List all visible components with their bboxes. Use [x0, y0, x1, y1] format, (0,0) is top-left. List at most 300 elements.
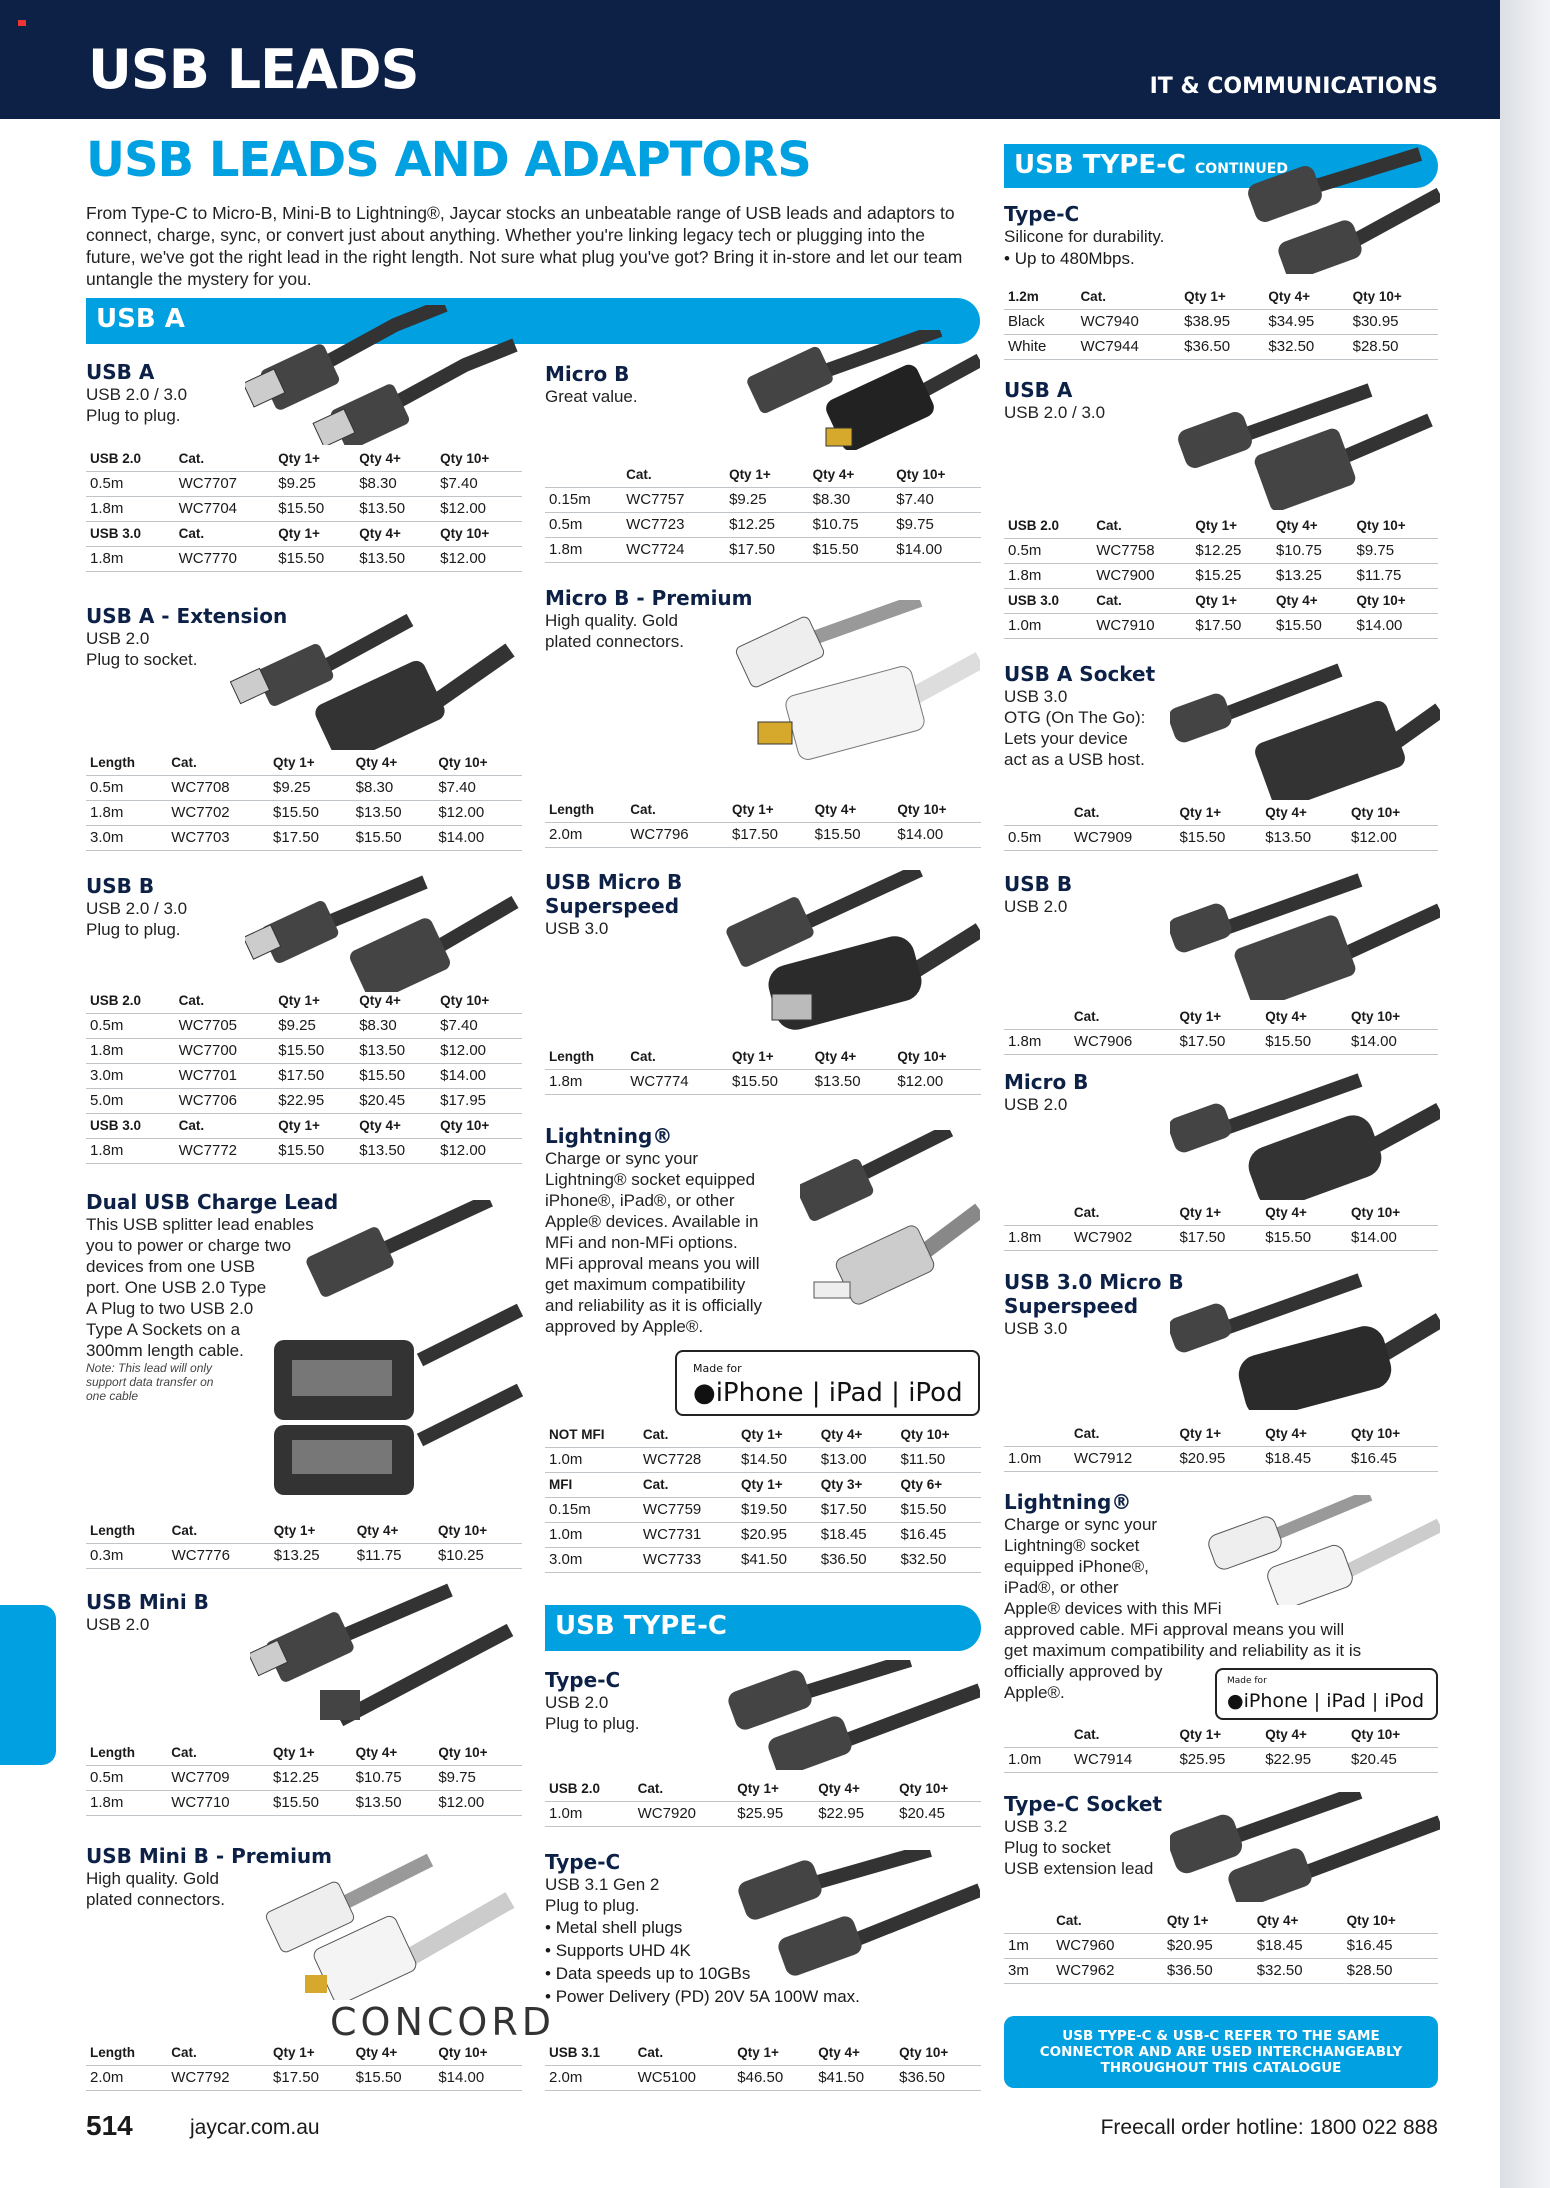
table-cell: $36.50 — [817, 1547, 897, 1572]
table-row — [1004, 1004, 1438, 1029]
table-cell: Qty 4+ — [1272, 513, 1353, 538]
table-cell: 1.8m — [86, 1038, 175, 1063]
table-cell: Cat. — [634, 1776, 734, 1801]
table-cell: Qty 1+ — [733, 1776, 814, 1801]
table-cell: Qty 4+ — [353, 1518, 434, 1543]
table-cell: $15.50 — [352, 2065, 435, 2090]
table-row — [1004, 588, 1438, 613]
price-table — [86, 988, 522, 1164]
mfi-badge: Made for ●iPhone | iPad | iPod — [1215, 1668, 1438, 1720]
table-cell: $15.50 — [1261, 1225, 1347, 1250]
usb-mini-b-image — [250, 1580, 525, 1730]
table-row — [1004, 1446, 1438, 1471]
table-cell: 1.8m — [86, 1138, 175, 1163]
table-cell: $12.00 — [436, 546, 522, 571]
table-cell: WC7733 — [639, 1547, 737, 1572]
r-usb-b-image — [1170, 870, 1440, 1000]
table-cell — [1004, 1908, 1052, 1933]
table-cell: 3.0m — [86, 1063, 175, 1088]
table-cell: $12.00 — [434, 800, 522, 825]
lightning-cable-image — [800, 1130, 980, 1330]
table-cell: $30.95 — [1349, 309, 1438, 334]
bullet-item: • Data speeds up to 10GBs — [545, 1962, 985, 1985]
table-cell: $8.30 — [809, 487, 893, 512]
table-cell: Qty 10+ — [1353, 588, 1438, 613]
table-cell: $32.50 — [1253, 1958, 1343, 1983]
table-cell: 1.8m — [86, 496, 175, 521]
product-type-c-silicone: Type-C Silicone for durability. • Up to 480Mbps. — [1004, 202, 1164, 270]
table-cell: $15.50 — [355, 1063, 436, 1088]
dual-usb-lead-image — [270, 1200, 525, 1500]
type-c-footnote: USB TYPE-C & USB-C REFER TO THE SAME CONNECTOR AND ARE USED INTERCHANGEABLY THROUGHOUT THIS CATALOGUE — [1004, 2016, 1438, 2088]
price-table — [86, 446, 522, 572]
table-cell: WC7792 — [167, 2065, 269, 2090]
table-cell: 1.0m — [1004, 1747, 1070, 1772]
table-cell: Qty 1+ — [274, 1113, 355, 1138]
table-cell: 3.0m — [86, 825, 167, 850]
bullet-item: • Metal shell plugs — [545, 1916, 985, 1939]
price-table — [1004, 1421, 1438, 1472]
table-cell: Qty 1+ — [1175, 1004, 1261, 1029]
table-cell: Qty 1+ — [1191, 588, 1272, 613]
price-table — [1004, 513, 1438, 639]
intro-text: From Type-C to Micro-B, Mini-B to Lightning®, Jaycar stocks an unbeatable range of USB leads and adaptors to connect, charge, sync, or convert just about anything. Whether you're linking legacy tech or plugging into the future, we've got the right lead in the right length. Not sure what plug you've got? Bring it in-store and let our team untangle the mystery for you. — [86, 203, 963, 289]
table-cell: Qty 10+ — [1347, 1004, 1438, 1029]
product-usb-a-extension: USB A - Extension USB 2.0 Plug to socket. — [86, 604, 288, 669]
table-cell: 0.5m — [545, 512, 622, 537]
table-cell: 1.0m — [1004, 1446, 1070, 1471]
product-r-usb-b: USB B USB 2.0 — [1004, 872, 1073, 916]
table-cell: WC7708 — [167, 775, 269, 800]
table-cell: $7.40 — [436, 1013, 522, 1038]
table-cell: $7.40 — [892, 487, 981, 512]
table-row — [545, 2040, 981, 2065]
table-cell: $14.50 — [737, 1447, 817, 1472]
table-row — [1004, 563, 1438, 588]
table-cell: Qty 4+ — [1261, 1421, 1347, 1446]
price-table — [545, 1044, 981, 1095]
site-url[interactable]: jaycar.com.au — [190, 2116, 320, 2139]
table-row — [86, 471, 522, 496]
table-cell: WC7703 — [167, 825, 269, 850]
table-cell: $13.25 — [270, 1543, 353, 1568]
table-cell: WC7706 — [175, 1088, 275, 1113]
table-cell: USB 2.0 — [86, 446, 175, 471]
table-cell: $22.95 — [274, 1088, 355, 1113]
product-dual-usb-charge-lead: Dual USB Charge Lead This USB splitter lead enables you to power or charge two devices from one USB port. One USB 2.0 Type A Plug to two USB 2.0 Type A Sockets on a 300mm length cable. Note: This lead will only support data transfer on one cable — [86, 1190, 339, 1403]
price-table — [1004, 284, 1438, 360]
table-cell: Qty 10+ — [1347, 1421, 1438, 1446]
table-cell: NOT MFI — [545, 1422, 639, 1447]
table-cell: Cat. — [626, 1044, 728, 1069]
r-lightning-image — [1200, 1495, 1440, 1605]
table-cell — [1004, 800, 1070, 825]
mfi-badge: Made for ●iPhone | iPad | iPod — [675, 1350, 980, 1416]
table-cell: Qty 10+ — [893, 797, 981, 822]
table-cell — [545, 462, 622, 487]
table-cell: $8.30 — [355, 1013, 436, 1038]
table-cell: USB 3.1 — [545, 2040, 634, 2065]
table-cell: Cat. — [1092, 588, 1191, 613]
table-cell: WC7731 — [639, 1522, 737, 1547]
table-cell: WC7700 — [175, 1038, 275, 1063]
table-cell: $36.50 — [895, 2065, 981, 2090]
table-row — [86, 1138, 522, 1163]
table-row — [1004, 284, 1438, 309]
micro-b-premium-image — [720, 600, 980, 760]
price-table — [86, 1740, 522, 1816]
table-cell: WC7705 — [175, 1013, 275, 1038]
table-cell: Qty 4+ — [1261, 800, 1347, 825]
table-cell: $13.50 — [355, 496, 436, 521]
product-r-usb-a: USB A USB 2.0 / 3.0 — [1004, 378, 1106, 422]
table-row — [1004, 309, 1438, 334]
table-cell: WC7900 — [1092, 563, 1191, 588]
table-cell: $10.25 — [434, 1543, 522, 1568]
table-row — [1004, 1933, 1438, 1958]
table-row — [545, 1447, 981, 1472]
table-cell: $14.00 — [434, 2065, 522, 2090]
table-cell: Qty 10+ — [1347, 800, 1438, 825]
table-cell: Cat. — [175, 988, 275, 1013]
table-row — [545, 1069, 981, 1094]
table-cell: WC7776 — [168, 1543, 270, 1568]
product-usb-3-micro-b-superspeed: USB 3.0 Micro B Superspeed USB 3.0 — [1004, 1270, 1184, 1338]
table-cell: Qty 10+ — [895, 2040, 981, 2065]
table-cell: $38.95 — [1180, 309, 1264, 334]
table-cell: Cat. — [175, 521, 275, 546]
table-cell: $13.25 — [1272, 563, 1353, 588]
table-cell: $16.45 — [1343, 1933, 1438, 1958]
table-cell: Cat. — [639, 1472, 737, 1497]
band-usb-a: USB A — [86, 298, 980, 344]
table-cell: Qty 4+ — [1261, 1722, 1347, 1747]
table-cell: Qty 4+ — [809, 462, 893, 487]
table-cell: 0.5m — [1004, 825, 1070, 850]
table-cell: USB 2.0 — [86, 988, 175, 1013]
type-c-socket-image — [1170, 1792, 1440, 1902]
table-cell: $20.45 — [355, 1088, 436, 1113]
table-cell: 1.8m — [545, 1069, 626, 1094]
table-cell: 1m — [1004, 1933, 1052, 1958]
table-cell: Cat. — [167, 2040, 269, 2065]
table-row — [86, 800, 522, 825]
table-row — [545, 537, 981, 562]
table-cell: $7.40 — [436, 471, 522, 496]
table-cell: Qty 10+ — [1347, 1722, 1438, 1747]
micro-b-superspeed-image — [700, 870, 980, 1030]
table-cell: WC7758 — [1092, 538, 1191, 563]
table-cell: Qty 4+ — [352, 2040, 435, 2065]
table-cell: Qty 1+ — [1175, 800, 1261, 825]
bullet-item: • Up to 480Mbps. — [1004, 247, 1164, 270]
table-cell: Qty 1+ — [1175, 1200, 1261, 1225]
table-cell: $13.00 — [817, 1447, 897, 1472]
table-cell: Qty 1+ — [728, 1044, 811, 1069]
table-cell: 2.0m — [545, 822, 626, 847]
table-cell: $25.95 — [1175, 1747, 1261, 1772]
table-cell: Qty 10+ — [436, 988, 522, 1013]
table-cell: 2.0m — [545, 2065, 634, 2090]
table-cell: WC7709 — [167, 1765, 269, 1790]
table-row — [1004, 1029, 1438, 1054]
usb-mini-b-premium-image — [250, 1850, 525, 2000]
table-cell: $22.95 — [1261, 1747, 1347, 1772]
table-row — [545, 797, 981, 822]
table-cell: $17.50 — [269, 825, 352, 850]
table-cell: WC7906 — [1070, 1029, 1176, 1054]
price-table — [86, 750, 522, 851]
table-cell: $15.50 — [728, 1069, 811, 1094]
table-cell: $13.50 — [355, 546, 436, 571]
table-cell: $16.45 — [896, 1522, 981, 1547]
table-cell: Qty 10+ — [1347, 1200, 1438, 1225]
table-cell: $13.50 — [352, 800, 435, 825]
table-cell: Cat. — [1070, 1200, 1176, 1225]
table-cell: WC7728 — [639, 1447, 737, 1472]
table-cell: $17.50 — [728, 822, 811, 847]
table-cell: $14.00 — [1347, 1029, 1438, 1054]
table-cell: Qty 10+ — [434, 750, 522, 775]
table-row — [545, 487, 981, 512]
table-cell: 1.0m — [1004, 613, 1092, 638]
table-cell: $28.50 — [1343, 1958, 1438, 1983]
table-cell: Qty 10+ — [1343, 1908, 1438, 1933]
table-cell: $15.50 — [274, 546, 355, 571]
table-cell: 0.3m — [86, 1543, 168, 1568]
apple-logo-icon: ● — [1227, 1690, 1244, 1712]
table-cell: Cat. — [1070, 1004, 1176, 1029]
table-cell: Qty 10+ — [436, 1113, 522, 1138]
table-cell: Qty 1+ — [733, 2040, 814, 2065]
table-cell: $7.40 — [434, 775, 522, 800]
table-cell: Qty 10+ — [1353, 513, 1438, 538]
product-usb-b: USB B USB 2.0 / 3.0 Plug to plug. — [86, 874, 188, 939]
table-cell: WC7702 — [167, 800, 269, 825]
table-cell: $32.50 — [1264, 334, 1348, 359]
product-type-c-usb31: Type-C USB 3.1 Gen 2 Plug to plug. • Metal shell plugs • Supports UHD 4K • Data speeds up to 10GBs • Power Delivery (PD) 20V 5A 100W max. — [545, 1850, 985, 2008]
table-cell: $15.50 — [269, 800, 352, 825]
r-micro-b-image — [1170, 1070, 1440, 1200]
r-usb-a-image — [1170, 380, 1440, 510]
table-row — [86, 2065, 522, 2090]
table-row — [1004, 1958, 1438, 1983]
table-cell: Qty 4+ — [1253, 1908, 1343, 1933]
table-cell: $15.50 — [274, 496, 355, 521]
table-cell: Qty 1+ — [1175, 1722, 1261, 1747]
table-cell: WC7710 — [167, 1790, 269, 1815]
table-cell — [1004, 1200, 1070, 1225]
table-cell: $13.50 — [355, 1138, 436, 1163]
table-cell: WC7724 — [622, 537, 725, 562]
table-cell: 1.8m — [86, 1790, 167, 1815]
table-cell: Cat. — [1076, 284, 1180, 309]
table-cell: Qty 4+ — [811, 1044, 894, 1069]
concord-logo: CONCORD — [330, 2000, 555, 2044]
table-cell: $12.25 — [725, 512, 809, 537]
table-row — [1004, 800, 1438, 825]
table-cell: Qty 1+ — [725, 462, 809, 487]
table-cell: $46.50 — [733, 2065, 814, 2090]
table-cell: $14.00 — [1353, 613, 1438, 638]
table-cell: Qty 4+ — [814, 2040, 895, 2065]
bullet-item: • Supports UHD 4K — [545, 1939, 985, 1962]
table-cell: Qty 1+ — [737, 1422, 817, 1447]
section-tab — [0, 1605, 56, 1765]
table-cell: $17.95 — [436, 1088, 522, 1113]
table-cell: WC7914 — [1070, 1747, 1176, 1772]
table-cell: Cat. — [175, 1113, 275, 1138]
table-cell: WC7796 — [626, 822, 728, 847]
product-micro-b-premium: Micro B - Premium High quality. Gold plated connectors. — [545, 586, 753, 651]
table-row — [86, 1038, 522, 1063]
table-cell: $9.25 — [269, 775, 352, 800]
table-row — [86, 1063, 522, 1088]
product-r-micro-b: Micro B USB 2.0 — [1004, 1070, 1089, 1114]
table-cell: 1.0m — [545, 1522, 639, 1547]
table-row — [86, 546, 522, 571]
table-cell: Qty 10+ — [434, 2040, 522, 2065]
table-cell: $14.00 — [892, 537, 981, 562]
table-cell: 1.8m — [1004, 1029, 1070, 1054]
table-cell: 1.8m — [1004, 1225, 1070, 1250]
usb-a-socket-image — [1170, 660, 1440, 800]
bullet-item: • Power Delivery (PD) 20V 5A 100W max. — [545, 1985, 985, 2008]
table-cell: Qty 10+ — [896, 1422, 981, 1447]
page-number: 514 — [86, 2110, 133, 2141]
table-cell: Cat. — [634, 2040, 734, 2065]
r-micro-b-30-image — [1170, 1270, 1440, 1410]
table-cell: $15.50 — [896, 1497, 981, 1522]
table-cell: $12.00 — [1347, 825, 1438, 850]
table-cell: Length — [86, 1740, 167, 1765]
table-cell: Qty 4+ — [355, 988, 436, 1013]
table-row — [86, 775, 522, 800]
table-row — [1004, 334, 1438, 359]
table-cell: Qty 4+ — [1264, 284, 1348, 309]
price-table — [545, 462, 981, 563]
table-cell: $17.50 — [274, 1063, 355, 1088]
table-cell: Qty 6+ — [896, 1472, 981, 1497]
menu-icon[interactable] — [18, 20, 26, 26]
table-cell: Cat. — [1070, 1421, 1176, 1446]
table-cell: Qty 1+ — [270, 1518, 353, 1543]
table-cell: $17.50 — [725, 537, 809, 562]
table-row — [86, 521, 522, 546]
table-row — [545, 1776, 981, 1801]
table-cell: USB 3.0 — [86, 1113, 175, 1138]
table-cell: Cat. — [1052, 1908, 1163, 1933]
product-type-c-usb2: Type-C USB 2.0 Plug to plug. — [545, 1668, 640, 1733]
table-cell — [1004, 1004, 1070, 1029]
table-cell: $9.75 — [434, 1765, 522, 1790]
table-cell: WC5100 — [634, 2065, 734, 2090]
table-cell: WC7940 — [1076, 309, 1180, 334]
table-row — [545, 1422, 981, 1447]
table-cell: $22.95 — [814, 1801, 895, 1826]
table-cell: $14.00 — [1347, 1225, 1438, 1250]
table-cell: Qty 4+ — [814, 1776, 895, 1801]
table-row — [86, 1013, 522, 1038]
table-cell: $18.45 — [1261, 1446, 1347, 1471]
table-cell — [1004, 1421, 1070, 1446]
price-table — [1004, 1722, 1438, 1773]
table-cell: 0.15m — [545, 1497, 639, 1522]
table-cell: USB 3.0 — [1004, 588, 1092, 613]
table-cell: Length — [545, 797, 626, 822]
table-row — [86, 1765, 522, 1790]
price-table — [545, 2040, 981, 2091]
table-cell: $13.50 — [355, 1038, 436, 1063]
table-cell: $15.50 — [269, 1790, 352, 1815]
product-usb-mini-b-premium: USB Mini B - Premium High quality. Gold plated connectors. — [86, 1844, 332, 1909]
table-cell: 1.0m — [545, 1447, 639, 1472]
table-row — [545, 2065, 981, 2090]
price-table — [545, 1422, 981, 1573]
table-cell: Cat. — [168, 1518, 270, 1543]
table-cell: Qty 1+ — [274, 446, 355, 471]
table-cell: USB 3.0 — [86, 521, 175, 546]
band-type-c-continued: USB TYPE-C CONTINUED — [1004, 144, 1438, 188]
table-row — [1004, 1200, 1438, 1225]
table-cell: 3m — [1004, 1958, 1052, 1983]
table-cell: WC7774 — [626, 1069, 728, 1094]
table-row — [1004, 1747, 1438, 1772]
table-row — [86, 750, 522, 775]
table-cell: Cat. — [626, 797, 728, 822]
table-cell: USB 2.0 — [1004, 513, 1092, 538]
table-cell: $20.95 — [1163, 1933, 1253, 1958]
price-table — [1004, 1200, 1438, 1251]
table-cell: Qty 10+ — [895, 1776, 981, 1801]
table-cell: $17.50 — [269, 2065, 352, 2090]
table-cell: MFI — [545, 1472, 639, 1497]
table-cell: $11.75 — [1353, 563, 1438, 588]
table-row — [545, 1547, 981, 1572]
table-cell: $20.45 — [1347, 1747, 1438, 1772]
table-cell: WC7944 — [1076, 334, 1180, 359]
table-cell: $20.45 — [895, 1801, 981, 1826]
table-cell: $9.25 — [725, 487, 809, 512]
table-cell: 1.8m — [86, 800, 167, 825]
table-row — [86, 1113, 522, 1138]
table-cell: $12.00 — [893, 1069, 981, 1094]
table-cell: $15.50 — [1175, 825, 1261, 850]
table-cell: Qty 4+ — [355, 446, 436, 471]
table-cell: 1.8m — [1004, 563, 1092, 588]
product-usb-mini-b: USB Mini B USB 2.0 — [86, 1590, 209, 1634]
table-cell: WC7701 — [175, 1063, 275, 1088]
table-cell: Cat. — [622, 462, 725, 487]
table-cell: WC7772 — [175, 1138, 275, 1163]
table-cell: Qty 4+ — [811, 797, 894, 822]
table-cell: $32.50 — [896, 1547, 981, 1572]
table-cell: $11.75 — [353, 1543, 434, 1568]
table-cell: $14.00 — [436, 1063, 522, 1088]
table-cell: $12.00 — [436, 1038, 522, 1063]
table-cell: 1.8m — [86, 546, 175, 571]
page-edge — [1500, 0, 1550, 2188]
table-cell: $15.50 — [274, 1138, 355, 1163]
table-cell: 1.0m — [545, 1801, 634, 1826]
table-cell: WC7920 — [634, 1801, 734, 1826]
table-cell: $16.45 — [1347, 1446, 1438, 1471]
table-cell: 0.5m — [1004, 538, 1092, 563]
table-cell: Black — [1004, 309, 1076, 334]
table-cell: Qty 1+ — [269, 1740, 352, 1765]
table-cell: $19.50 — [737, 1497, 817, 1522]
usb-a-cable-image — [245, 305, 525, 445]
